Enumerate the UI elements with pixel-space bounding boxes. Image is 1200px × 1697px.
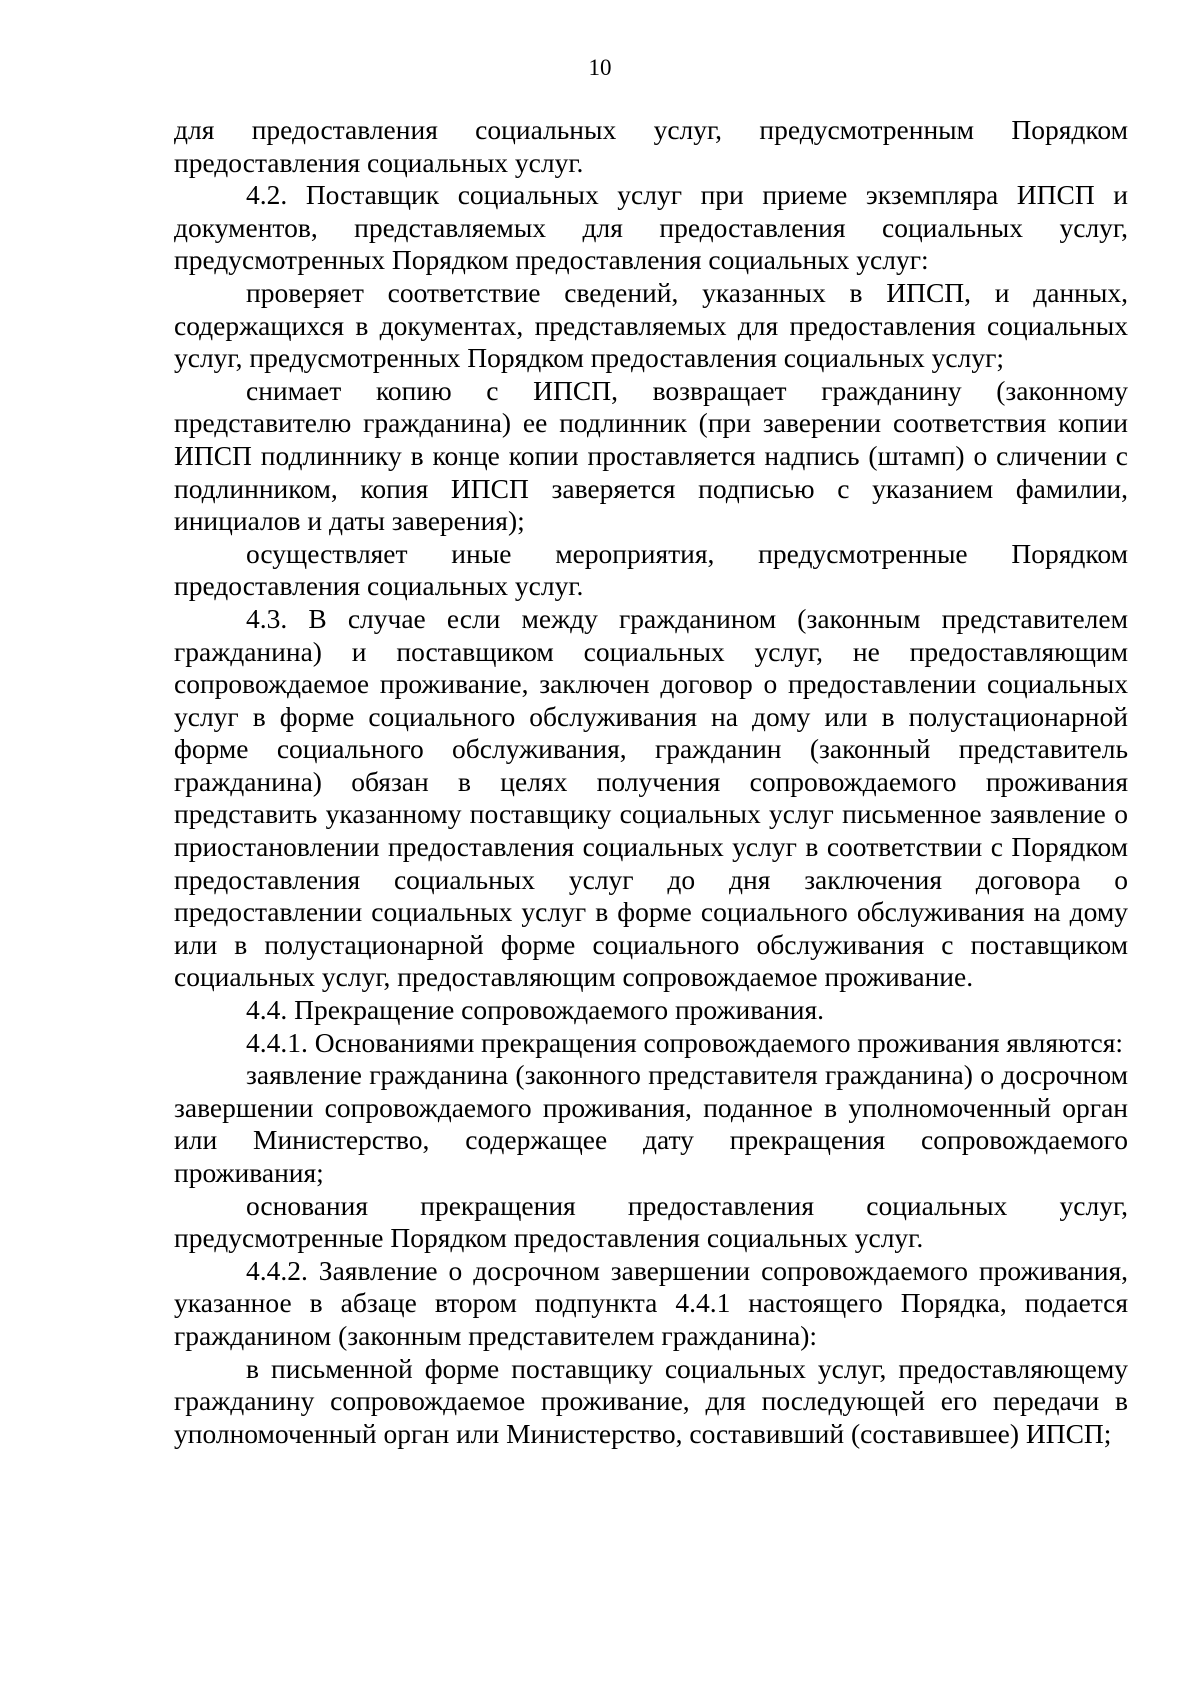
paragraph-4-2-item-verify: проверяет соответствие сведений, указанных в ИПСП, и данных, содержащихся в документах, представляемых для предоставления социальных услуг, предусмотренных Порядком предоставления социальных услуг; xyxy=(174,276,1128,374)
paragraph-continuation: для предоставления социальных услуг, предусмотренным Порядком предоставления социальных услуг. xyxy=(174,114,1128,178)
paragraph-4-4-heading: 4.4. Прекращение сопровождаемого проживания. xyxy=(246,994,824,1026)
paragraph-4-4-1: 4.4.1. Основаниями прекращения сопровождаемого проживания являются: xyxy=(246,1026,1124,1058)
paragraph-4-4-1-item-application: заявление гражданина (законного представителя гражданина) о досрочном завершении сопровождаемого проживания, поданное в уполномоченный орган или Министерство, содержащее дату прекращения сопровождаемого проживания; xyxy=(174,1059,1128,1188)
paragraph-4-2: 4.2. Поставщик социальных услуг при приеме экземпляра ИПСП и документов, представляемых для предоставления социальных услуг, предусмотренных Порядком предоставления социальных услуг: xyxy=(174,179,1128,276)
paragraph-4-4-2-item-written: в письменной форме поставщику социальных услуг, предоставляющему гражданину сопровождаемое проживание, для последующей его передачи в уполномоченный орган или Министерство, составивший (составившее) ИПСП; xyxy=(174,1352,1128,1449)
document-body xyxy=(174,114,1128,1450)
paragraph-4-2-item-other: осуществляет иные мероприятия, предусмотренные Порядком предоставления социальных услуг. xyxy=(174,537,1128,602)
paragraph-4-2-item-copy: снимает копию с ИПСП, возвращает гражданину (законному представителю гражданина) ее подлинник (при заверении соответствия копии ИПСП подлиннику в конце копии проставляется надпись (штамп) о сличении с подлинником, копия ИПСП заверяется подписью с указанием фамилии, инициалов и даты заверения); xyxy=(174,374,1128,537)
page-number: 10 xyxy=(588,55,612,80)
paragraph-4-4-1-item-grounds: основания прекращения предоставления социальных услуг, предусмотренные Порядком предоставления социальных услуг. xyxy=(174,1189,1128,1254)
paragraph-4-4-2: 4.4.2. Заявление о досрочном завершении сопровождаемого проживания, указанное в абзаце втором подпункта 4.4.1 настоящего Порядка, подается гражданином (законным представителем гражданина): xyxy=(174,1254,1128,1351)
paragraph-4-3: 4.3. В случае если между гражданином (законным представителем гражданина) и поставщиком социальных услуг, не предоставляющим сопровождаемое проживание, заключен договор о предоставлении социальных услуг в форме социального обслуживания на дому или в полустационарной форме социального обслуживания, гражданин (законный представитель гражданина) обязан в целях получения сопровождаемого проживания представить указанному поставщику социальных услуг письменное заявление о приостановлении предоставления социальных услуг в соответствии с Порядком предоставления социальных услуг до дня заключения договора о предоставлении социальных услуг в форме социального обслуживания на дому или в полустационарной форме социального обслуживания с поставщиком социальных услуг, предоставляющим сопровождаемое проживание. xyxy=(174,602,1128,993)
